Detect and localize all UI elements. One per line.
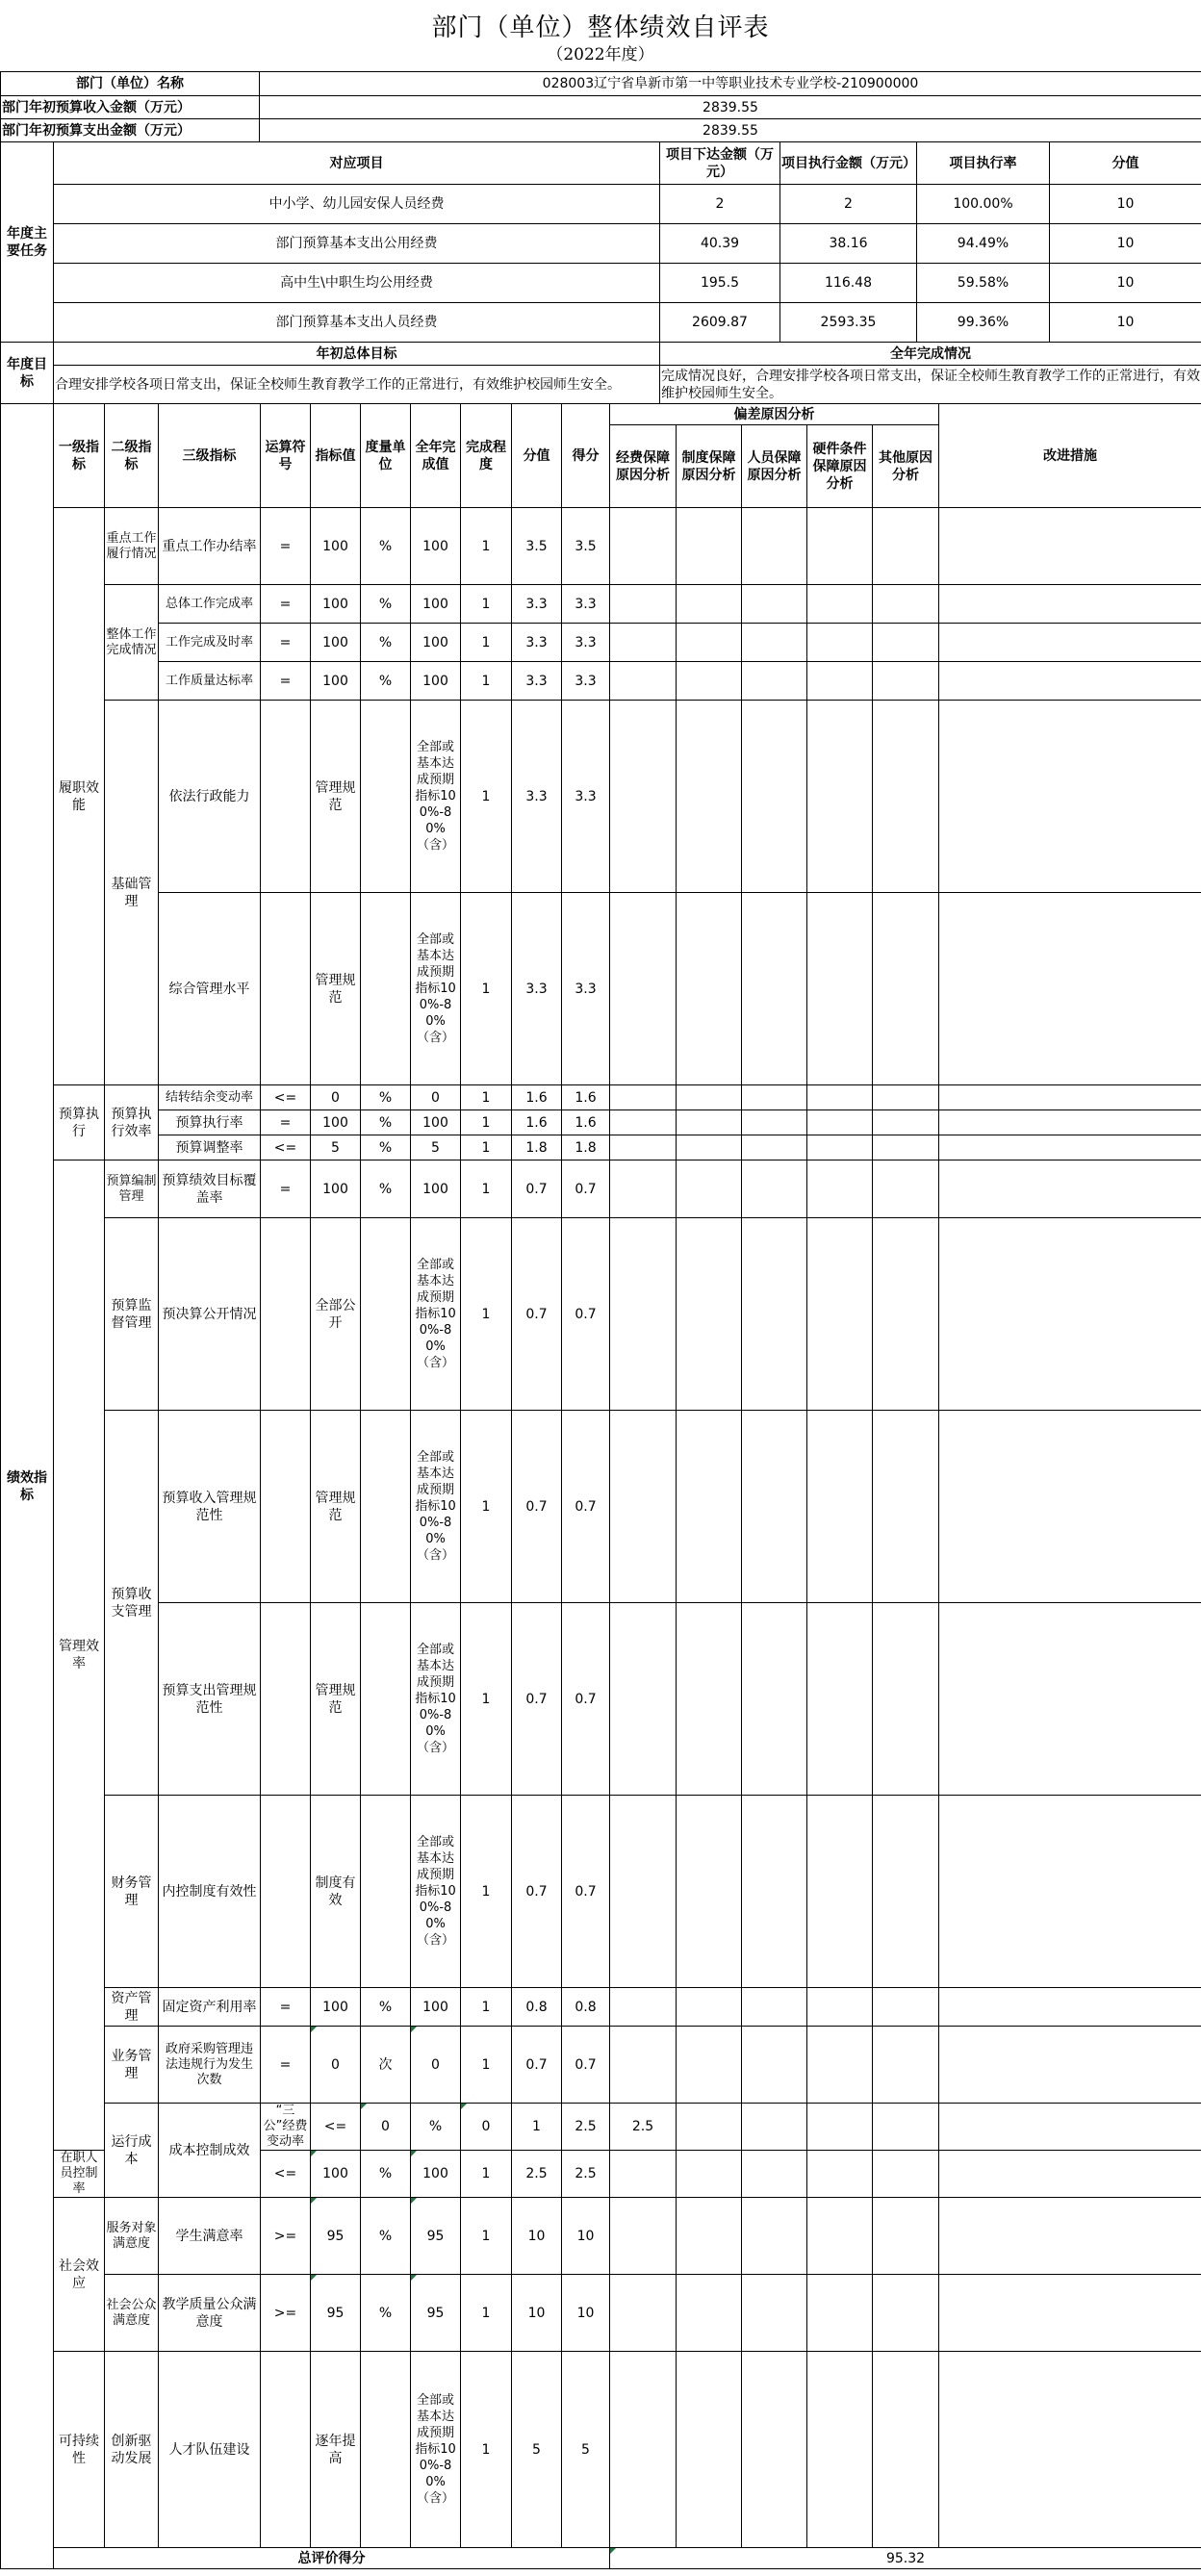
task-amount: 195.5 — [660, 264, 780, 303]
level2-cell: 整体工作完成情况 — [105, 585, 159, 701]
task-name: 中小学、幼儿园安保人员经费 — [54, 185, 660, 224]
indicator-got: 0.7 — [562, 1603, 610, 1796]
perf-col-got: 得分 — [562, 404, 610, 508]
total-row — [1, 2548, 1201, 2569]
indicator-unit: % — [361, 1160, 411, 1218]
dept-name-row — [1, 72, 1201, 96]
indicator-row — [1, 2104, 1201, 2151]
indicator-actual: 全部或基本达成预期指标100%-80%（含） — [411, 1603, 461, 1796]
task-exec: 2 — [780, 185, 917, 224]
indicator-target: 管理规范 — [311, 893, 361, 1085]
indicator-score: 3.3 — [512, 585, 562, 624]
perf-col-actual: 全年完成值 — [411, 404, 461, 508]
task-exec: 38.16 — [780, 224, 917, 264]
task-score: 10 — [1050, 303, 1201, 343]
indicator-got: 3.3 — [562, 585, 610, 624]
indicator-op: = — [261, 624, 311, 662]
indicator-got: 0.8 — [562, 1988, 610, 2027]
indicator-name: 结转结余变动率 — [159, 1085, 261, 1110]
expense-value: 2839.55 — [260, 119, 1201, 142]
indicator-name: 预算调整率 — [159, 1135, 261, 1160]
indicator-score: 0.7 — [512, 2027, 562, 2104]
dev-col-funding: 经费保障原因分析 — [610, 425, 677, 508]
tasks-col-rate: 项目执行率 — [917, 142, 1050, 185]
indicator-actual: 全部或基本达成预期指标100%-80%（含） — [411, 701, 461, 893]
level2-cell: 创新驱动发展 — [105, 2352, 159, 2548]
indicator-unit: % — [361, 508, 411, 585]
indicator-unit — [361, 893, 411, 1085]
indicator-name: 固定资产利用率 — [159, 1988, 261, 2027]
perf-side-label: 绩效指标 — [1, 404, 54, 2569]
indicator-got: 2.5 — [562, 2151, 610, 2198]
indicator-score: 0.7 — [512, 1218, 562, 1411]
indicator-row — [1, 1988, 1201, 2027]
indicator-actual: 100 — [411, 1110, 461, 1135]
dev-col-staff: 人员保障原因分析 — [742, 425, 807, 508]
indicator-unit — [361, 1218, 411, 1411]
level1-cell: 履职效能 — [54, 508, 105, 1085]
indicator-unit: % — [361, 585, 411, 624]
report-year: （2022年度） — [547, 45, 654, 64]
indicator-target: 100 — [311, 662, 361, 701]
indicator-got: 2.5 — [610, 2104, 677, 2151]
tasks-col-amount: 项目下达金额（万元） — [660, 142, 780, 185]
task-exec: 2593.35 — [780, 303, 917, 343]
indicator-degree: 1 — [461, 1218, 512, 1411]
indicator-unit: 次 — [361, 2027, 411, 2104]
indicator-got: 0.7 — [562, 1218, 610, 1411]
indicator-op: <= — [311, 2104, 361, 2151]
indicator-score: 0.7 — [512, 1160, 562, 1218]
indicator-unit — [361, 2352, 411, 2548]
expense-label: 部门年初预算支出金额（万元） — [1, 119, 260, 142]
indicator-score: 2.5 — [562, 2104, 610, 2151]
indicator-degree: 1 — [461, 1988, 512, 2027]
indicator-degree: 1 — [461, 2275, 512, 2352]
indicator-score: 3.3 — [512, 701, 562, 893]
indicator-unit: % — [361, 2198, 411, 2275]
indicator-op: = — [261, 662, 311, 701]
indicator-op — [261, 1411, 311, 1603]
indicator-row — [1, 2352, 1201, 2548]
task-rate: 59.58% — [917, 264, 1050, 303]
indicator-actual: 0 — [411, 1085, 461, 1110]
indicator-actual: 100 — [411, 585, 461, 624]
indicator-name: 总体工作完成率 — [159, 585, 261, 624]
dev-col-other: 其他原因分析 — [873, 425, 939, 508]
perf-col-target: 指标值 — [311, 404, 361, 508]
tasks-header-row — [1, 142, 1201, 185]
goals-complete-header: 全年完成情况 — [660, 343, 1201, 366]
level1-cell: 可持续性 — [54, 2352, 105, 2548]
indicator-degree: 1 — [461, 2198, 512, 2275]
level2-cell: 社会公众满意度 — [105, 2275, 159, 2352]
indicator-got: 10 — [562, 2198, 610, 2275]
indicator-actual: 100 — [411, 1988, 461, 2027]
indicator-got: 3.3 — [562, 701, 610, 893]
level1-cell: 预算执行 — [54, 1085, 105, 1160]
indicator-row — [1, 2275, 1201, 2352]
page-title: 部门（单位）整体绩效自评表 — [431, 13, 770, 42]
indicator-target: 管理规范 — [311, 1411, 361, 1603]
indicator-score: 10 — [512, 2198, 562, 2275]
tasks-side-label: 年度主要任务 — [1, 142, 54, 343]
indicator-degree: 1 — [461, 2352, 512, 2548]
indicator-name: 在职人员控制率 — [54, 2151, 105, 2198]
level2-cell: 财务管理 — [105, 1796, 159, 1988]
indicator-got: 0.7 — [562, 2027, 610, 2104]
tasks-col-exec: 项目执行金额（万元） — [780, 142, 917, 185]
indicator-target: 100 — [311, 585, 361, 624]
perf-col-op: 运算符号 — [261, 404, 311, 508]
dev-col-system: 制度保障原因分析 — [677, 425, 742, 508]
indicator-op: = — [261, 585, 311, 624]
indicator-target: 0 — [311, 1085, 361, 1110]
indicator-name: 人才队伍建设 — [159, 2352, 261, 2548]
indicator-target: 5 — [311, 1135, 361, 1160]
indicator-target: 0 — [311, 2027, 361, 2104]
task-score: 10 — [1050, 264, 1201, 303]
indicator-op: >= — [261, 2275, 311, 2352]
indicator-target: 95 — [311, 2198, 361, 2275]
indicator-row — [1, 2027, 1201, 2104]
indicator-unit: % — [361, 662, 411, 701]
indicator-op: = — [261, 1110, 311, 1135]
indicator-actual: 5 — [411, 1135, 461, 1160]
indicator-row — [1, 893, 1201, 1085]
indicator-unit: % — [361, 2275, 411, 2352]
indicator-target: 95 — [311, 2275, 361, 2352]
goals-initial-header: 年初总体目标 — [54, 343, 660, 366]
indicator-actual: 全部或基本达成预期指标100%-80%（含） — [411, 1411, 461, 1603]
task-score: 10 — [1050, 224, 1201, 264]
indicator-actual: 95 — [411, 2275, 461, 2352]
indicator-op — [261, 1796, 311, 1988]
indicator-degree: 1 — [461, 1110, 512, 1135]
indicator-score: 3.3 — [512, 893, 562, 1085]
indicator-score: 5 — [512, 2352, 562, 2548]
indicator-degree: 1 — [461, 893, 512, 1085]
level2-cell: 成本控制成效 — [159, 2104, 261, 2198]
indicator-op: <= — [261, 1085, 311, 1110]
indicator-op: = — [261, 508, 311, 585]
indicator-score: 1.6 — [512, 1110, 562, 1135]
level1-cell: 运行成本 — [105, 2104, 159, 2198]
indicator-target: 管理规范 — [311, 1603, 361, 1796]
indicator-score: 0.7 — [512, 1796, 562, 1988]
level1-cell: 管理效率 — [54, 1160, 105, 2151]
indicator-got: 5 — [562, 2352, 610, 2548]
task-rate: 94.49% — [917, 224, 1050, 264]
indicator-name: 工作质量达标率 — [159, 662, 261, 701]
indicator-name: 工作完成及时率 — [159, 624, 261, 662]
level2-cell: 业务管理 — [105, 2027, 159, 2104]
level2-cell: 预算编制管理 — [105, 1160, 159, 1218]
summary-table — [0, 71, 1201, 404]
indicator-degree: 1 — [461, 1160, 512, 1218]
indicator-unit — [361, 1411, 411, 1603]
indicator-row — [1, 1411, 1201, 1603]
indicator-op: <= — [261, 1135, 311, 1160]
indicator-row — [1, 701, 1201, 893]
indicator-name: 重点工作办结率 — [159, 508, 261, 585]
indicator-op: >= — [261, 2198, 311, 2275]
indicator-name: 预算收入管理规范性 — [159, 1411, 261, 1603]
indicator-score: 2.5 — [512, 2151, 562, 2198]
goals-side-label: 年度目标 — [1, 343, 54, 404]
dept-name-value: 028003辽宁省阜新市第一中等职业技术专业学校-210900000 — [260, 72, 1201, 96]
task-row — [1, 185, 1201, 224]
total-value: 95.32 — [610, 2548, 1201, 2569]
indicator-target: 全部公开 — [311, 1218, 361, 1411]
indicator-actual: 0 — [411, 2027, 461, 2104]
indicator-row — [1, 662, 1201, 701]
indicator-degree: 1 — [461, 2027, 512, 2104]
indicator-score: 3.5 — [512, 508, 562, 585]
indicator-unit — [361, 1796, 411, 1988]
indicator-actual: 100 — [411, 2151, 461, 2198]
indicator-unit — [361, 701, 411, 893]
indicator-degree: 1 — [461, 2151, 512, 2198]
indicator-target: 100 — [311, 624, 361, 662]
task-row — [1, 264, 1201, 303]
level2-cell: 资产管理 — [105, 1988, 159, 2027]
indicator-score: 1.6 — [512, 1085, 562, 1110]
income-value: 2839.55 — [260, 96, 1201, 119]
indicator-unit: % — [361, 1085, 411, 1110]
task-rate: 100.00% — [917, 185, 1050, 224]
indicator-op — [261, 1603, 311, 1796]
task-score: 10 — [1050, 185, 1201, 224]
indicator-degree: 1 — [461, 1411, 512, 1603]
indicator-score: 3.3 — [512, 662, 562, 701]
expense-row — [1, 119, 1201, 142]
indicator-degree: 1 — [461, 624, 512, 662]
indicator-row — [1, 1160, 1201, 1218]
perf-col-level1: 一级指标 — [54, 404, 105, 508]
indicator-actual: 全部或基本达成预期指标100%-80%（含） — [411, 1796, 461, 1988]
indicator-unit — [361, 1603, 411, 1796]
indicator-name: “三公”经费变动率 — [261, 2104, 311, 2151]
perf-col-unit: 度量单位 — [361, 404, 411, 508]
task-exec: 116.48 — [780, 264, 917, 303]
indicator-row — [1, 1796, 1201, 1988]
indicator-degree: 1 — [461, 585, 512, 624]
level1-cell: 社会效应 — [54, 2198, 105, 2352]
perf-table — [0, 403, 1201, 2569]
task-row — [1, 303, 1201, 343]
indicator-got: 1.6 — [562, 1110, 610, 1135]
indicator-op — [261, 701, 311, 893]
indicator-name: 预决算公开情况 — [159, 1218, 261, 1411]
indicator-row — [1, 1135, 1201, 1160]
indicator-got: 1.6 — [562, 1085, 610, 1110]
dev-col-hardware: 硬件条件保障原因分析 — [807, 425, 873, 508]
indicator-row — [1, 1110, 1201, 1135]
indicator-degree: 1 — [461, 508, 512, 585]
indicator-score: 3.3 — [512, 624, 562, 662]
indicator-degree: 1 — [461, 1085, 512, 1110]
indicator-name: 综合管理水平 — [159, 893, 261, 1085]
indicator-target: 管理规范 — [311, 701, 361, 893]
indicator-unit: % — [361, 1135, 411, 1160]
goals-text-row — [1, 366, 1201, 404]
task-row — [1, 224, 1201, 264]
indicator-name: 内控制度有效性 — [159, 1796, 261, 1988]
task-rate: 99.36% — [917, 303, 1050, 343]
income-row — [1, 96, 1201, 119]
indicator-score: 0.7 — [512, 1603, 562, 1796]
indicator-actual: 全部或基本达成预期指标100%-80%（含） — [411, 2352, 461, 2548]
level2-cell: 重点工作履行情况 — [105, 508, 159, 585]
indicator-actual: 100 — [411, 662, 461, 701]
task-name: 高中生\中职生均公用经费 — [54, 264, 660, 303]
indicator-degree: 1 — [461, 1796, 512, 1988]
task-amount: 40.39 — [660, 224, 780, 264]
tasks-col-project: 对应项目 — [54, 142, 660, 185]
indicator-actual: 95 — [411, 2198, 461, 2275]
indicator-name: 政府采购管理违法违规行为发生次数 — [159, 2027, 261, 2104]
indicator-name: 依法行政能力 — [159, 701, 261, 893]
indicator-target: 100 — [311, 508, 361, 585]
indicator-unit: % — [361, 1110, 411, 1135]
indicator-degree: 1 — [461, 1135, 512, 1160]
indicator-op — [261, 1218, 311, 1411]
goals-initial-text: 合理安排学校各项日常支出，保证全校师生教育教学工作的正常进行，有效维护校园师生安全。 — [54, 366, 660, 404]
indicator-row — [1, 1085, 1201, 1110]
indicator-score: 10 — [512, 2275, 562, 2352]
indicator-target: 制度有效 — [311, 1796, 361, 1988]
perf-col-level2: 二级指标 — [105, 404, 159, 508]
indicator-target: 逐年提高 — [311, 2352, 361, 2548]
level2-cell: 预算监督管理 — [105, 1218, 159, 1411]
dept-name-label: 部门（单位）名称 — [1, 72, 260, 96]
indicator-got: 3.3 — [562, 662, 610, 701]
indicator-target: 100 — [311, 1110, 361, 1135]
indicator-degree: 1 — [461, 1603, 512, 1796]
indicator-actual: 0 — [461, 2104, 512, 2151]
indicator-actual: 100 — [411, 508, 461, 585]
income-label: 部门年初预算收入金额（万元） — [1, 96, 260, 119]
perf-col-score: 分值 — [512, 404, 562, 508]
perf-col-deviation: 偏差原因分析 — [610, 404, 939, 425]
indicator-got: 1.8 — [562, 1135, 610, 1160]
indicator-score: 1.8 — [512, 1135, 562, 1160]
indicator-unit: % — [361, 2151, 411, 2198]
tasks-col-score: 分值 — [1050, 142, 1201, 185]
task-amount: 2 — [660, 185, 780, 224]
indicator-degree: 1 — [461, 701, 512, 893]
perf-col-degree: 完成程度 — [461, 404, 512, 508]
perf-col-level3: 三级指标 — [159, 404, 261, 508]
indicator-op: = — [261, 1988, 311, 2027]
indicator-degree: 1 — [512, 2104, 562, 2151]
indicator-actual: 全部或基本达成预期指标100%-80%（含） — [411, 1218, 461, 1411]
indicator-name: 预算执行率 — [159, 1110, 261, 1135]
indicator-got: 3.3 — [562, 624, 610, 662]
indicator-score: 0.7 — [512, 1411, 562, 1603]
indicator-name: 预算支出管理规范性 — [159, 1603, 261, 1796]
indicator-unit: % — [361, 1988, 411, 2027]
indicator-name: 教学质量公众满意度 — [159, 2275, 261, 2352]
indicator-row — [1, 624, 1201, 662]
goals-header-row — [1, 343, 1201, 366]
indicator-unit: % — [411, 2104, 461, 2151]
level2-cell: 基础管理 — [105, 701, 159, 1085]
level2-cell: 预算执行效率 — [105, 1085, 159, 1160]
perf-col-improve: 改进措施 — [939, 404, 1201, 508]
indicator-target: 100 — [311, 1988, 361, 2027]
indicator-target: 100 — [311, 2151, 361, 2198]
level2-cell: 服务对象满意度 — [105, 2198, 159, 2275]
indicator-actual: 全部或基本达成预期指标100%-80%（含） — [411, 893, 461, 1085]
indicator-got: 0.7 — [562, 1796, 610, 1988]
indicator-row — [1, 1218, 1201, 1411]
indicator-got: 10 — [562, 2275, 610, 2352]
indicator-degree: 1 — [461, 662, 512, 701]
indicator-row — [1, 2198, 1201, 2275]
indicator-op — [261, 2352, 311, 2548]
indicator-op: = — [261, 2027, 311, 2104]
level2-cell: 预算收支管理 — [105, 1411, 159, 1796]
indicator-row — [1, 1603, 1201, 1796]
indicator-name: 学生满意率 — [159, 2198, 261, 2275]
indicator-op — [261, 893, 311, 1085]
indicator-got: 0.7 — [562, 1160, 610, 1218]
indicator-got: 3.5 — [562, 508, 610, 585]
indicator-op: = — [261, 1160, 311, 1218]
indicator-actual: 100 — [411, 1160, 461, 1218]
indicator-got: 3.3 — [562, 893, 610, 1085]
total-label: 总评价得分 — [54, 2548, 610, 2569]
indicator-row — [1, 508, 1201, 585]
indicator-score: 0.8 — [512, 1988, 562, 2027]
indicator-name: 预算绩效目标覆盖率 — [159, 1160, 261, 1218]
indicator-target: 100 — [311, 1160, 361, 1218]
task-amount: 2609.87 — [660, 303, 780, 343]
indicator-op: <= — [261, 2151, 311, 2198]
task-name: 部门预算基本支出人员经费 — [54, 303, 660, 343]
indicator-actual: 100 — [411, 624, 461, 662]
indicator-unit: % — [361, 624, 411, 662]
indicator-row — [1, 585, 1201, 624]
indicator-got: 0.7 — [562, 1411, 610, 1603]
goals-complete-text: 完成情况良好，合理安排学校各项日常支出，保证全校师生教育教学工作的正常进行，有效维护校园师生安全。 — [660, 366, 1201, 404]
task-name: 部门预算基本支出公用经费 — [54, 224, 660, 264]
indicator-target: 0 — [361, 2104, 411, 2151]
